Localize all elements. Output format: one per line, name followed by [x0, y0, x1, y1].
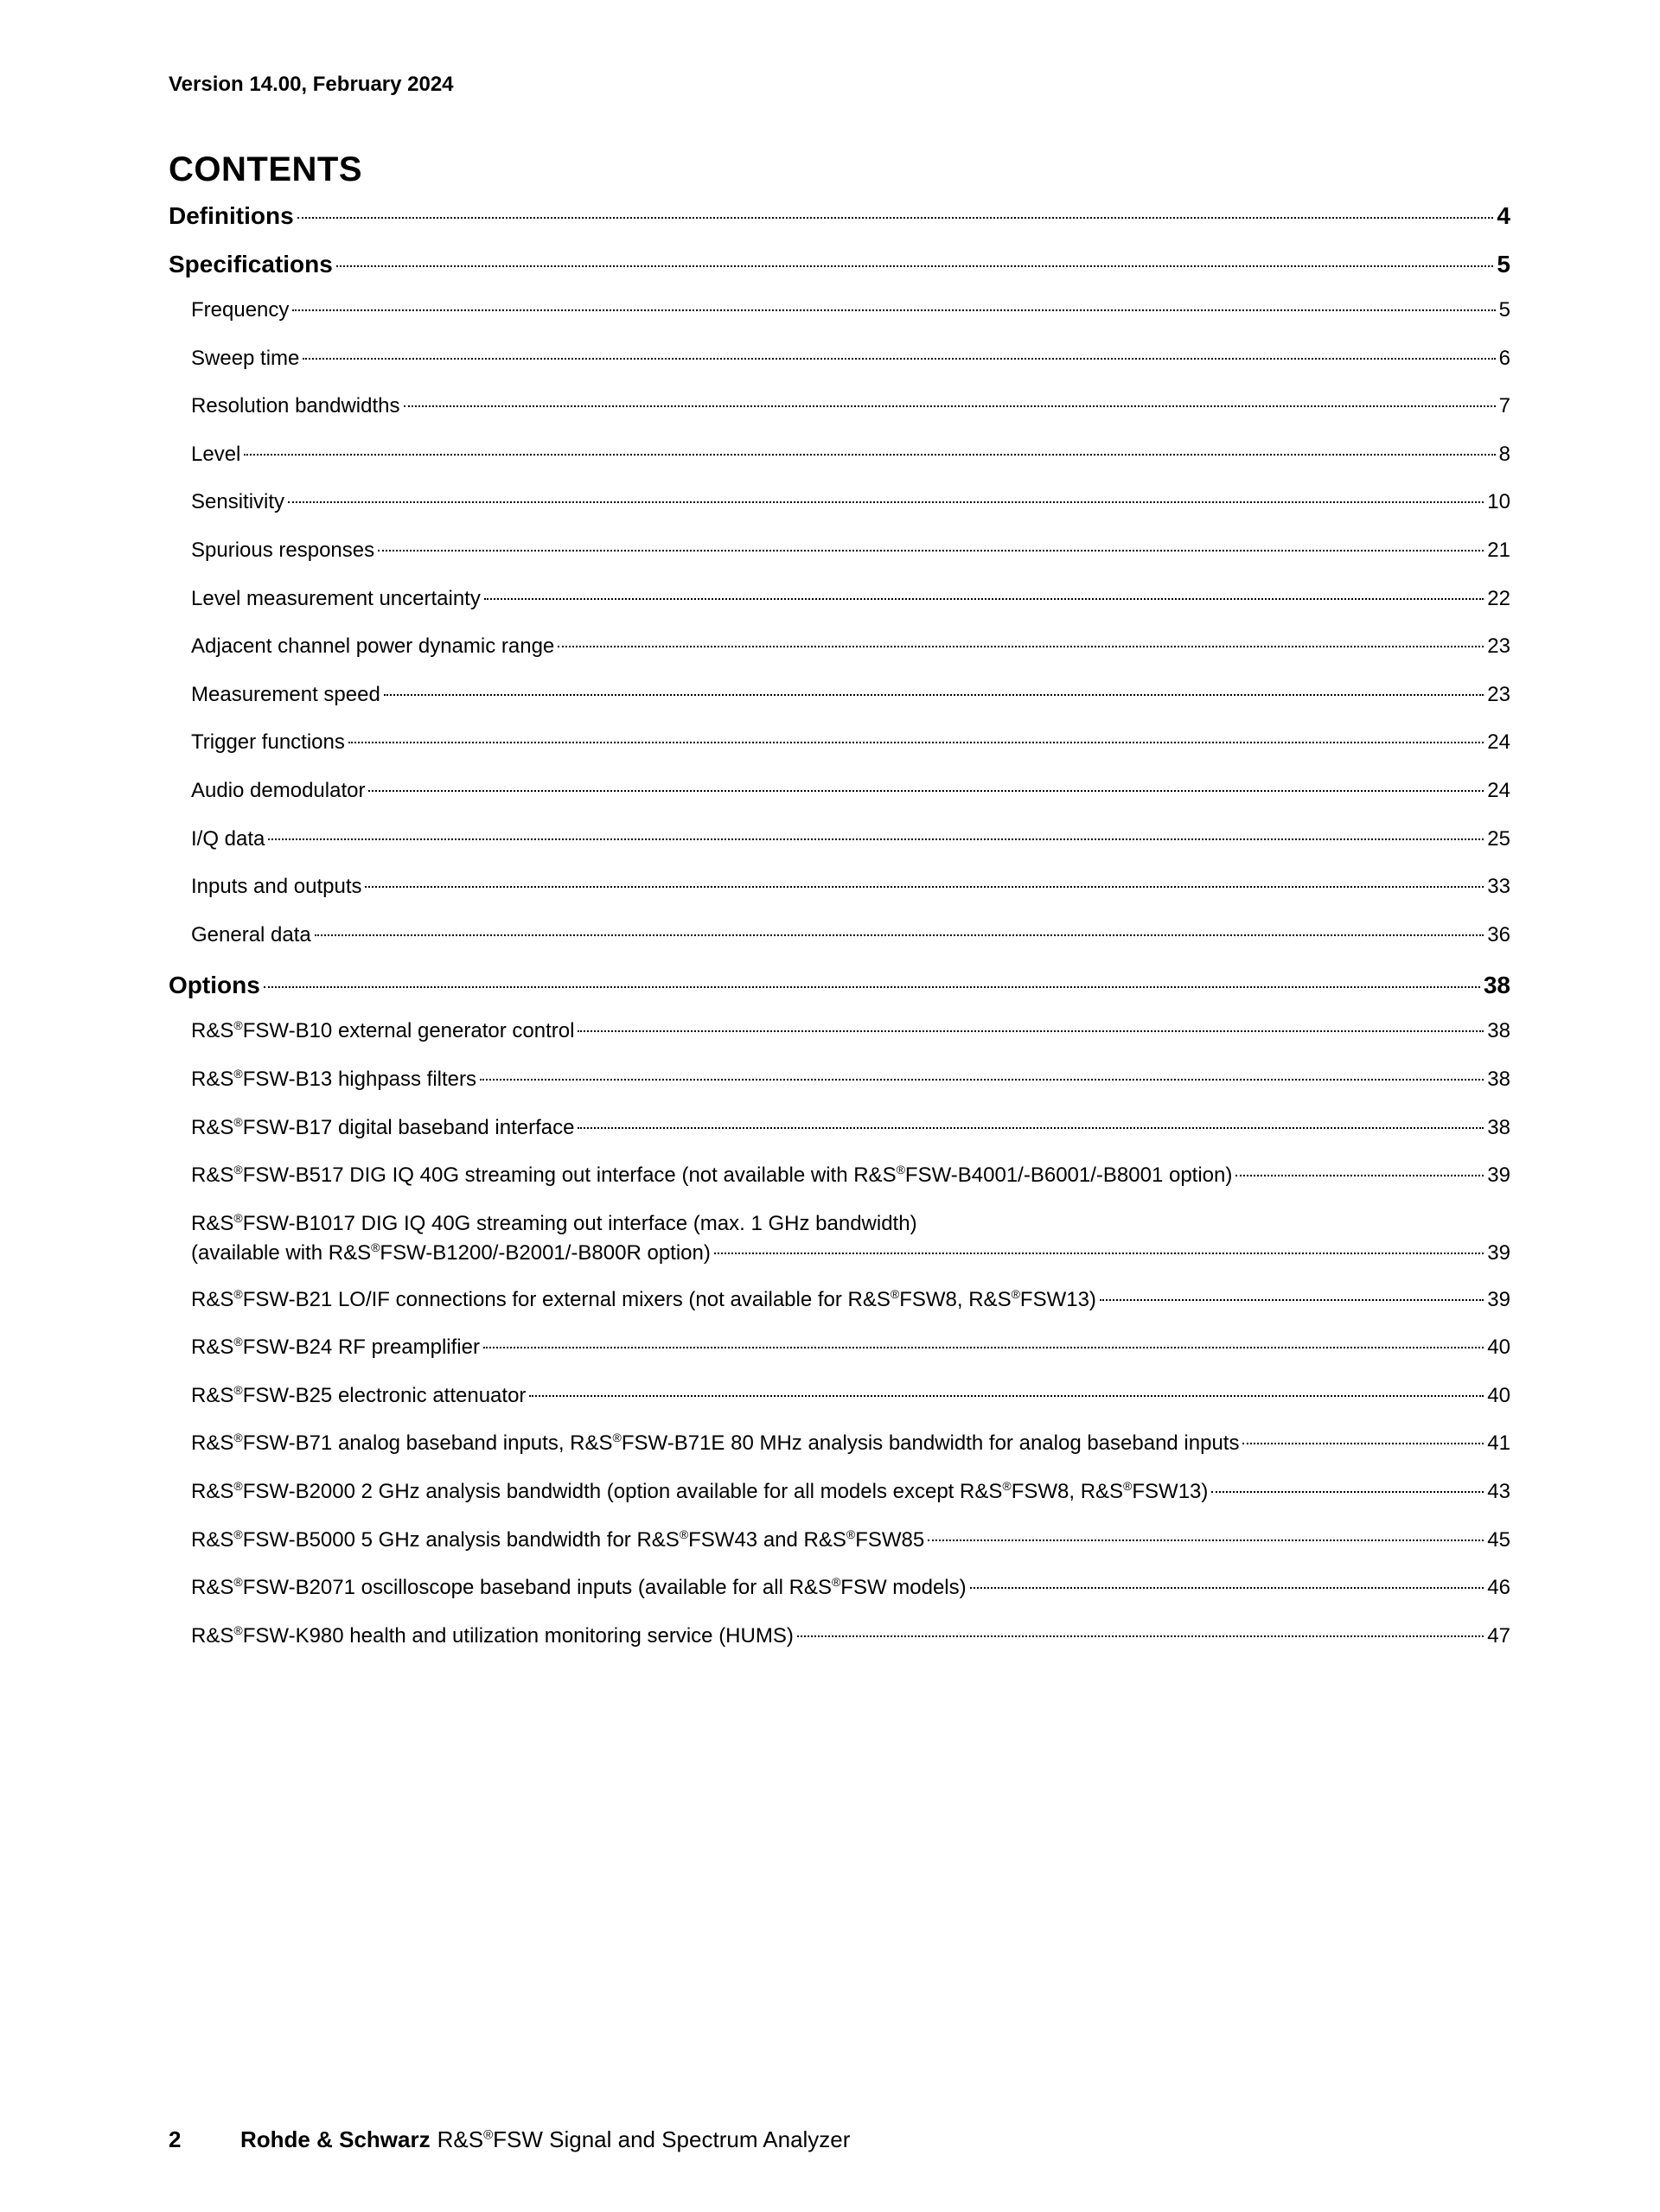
toc-entry-page: 23 — [1487, 682, 1510, 706]
toc-entry-page: 40 — [1487, 1335, 1510, 1360]
toc-entry-page: 5 — [1498, 298, 1510, 322]
dot-leader — [578, 1030, 1484, 1032]
toc-entry-page: 47 — [1487, 1623, 1510, 1648]
dot-leader — [404, 405, 1496, 407]
toc-entry[interactable] — [169, 1065, 1510, 1113]
toc-entry[interactable] — [169, 776, 1510, 825]
toc-entry-title: R&S®FSW-B24 RF preamplifier — [191, 1335, 480, 1360]
toc-entry-title: R&S®FSW-B517 DIG IQ 40G streaming out interface (not available with R&S®FSW-B4001/-B6001/-B8001 option) — [191, 1163, 1233, 1188]
dot-leader — [288, 500, 1484, 503]
toc-entry[interactable] — [169, 584, 1510, 633]
toc-entry-title: Frequency — [191, 298, 290, 322]
toc-entry-title: Adjacent channel power dynamic range — [191, 634, 555, 659]
toc-entry-title: R&S®FSW-B25 electronic attenuator — [191, 1382, 527, 1407]
toc-entry[interactable] — [169, 825, 1510, 873]
dot-leader — [558, 645, 1484, 647]
toc-entry-title: R&S®FSW-B21 LO/IF connections for external mixers (not available for R&S®FSW8, R&S®FSW13) — [191, 1286, 1096, 1311]
toc-entry[interactable] — [169, 1622, 1510, 1670]
toc-entry-title: R&S®FSW-B71 analog baseband inputs, R&S®FSW-B71E 80 MHz analysis bandwidth for analog baseband inputs — [191, 1431, 1240, 1456]
toc-entry-title: R&S®FSW-K980 health and utilization monitoring service (HUMS) — [191, 1622, 794, 1648]
table-of-contents — [169, 199, 1510, 1669]
toc-entry[interactable] — [169, 1113, 1510, 1162]
toc-entry-page: 39 — [1487, 1163, 1510, 1188]
toc-entry[interactable] — [169, 1573, 1510, 1622]
toc-entry-page: 38 — [1483, 972, 1510, 999]
toc-entry-title: Measurement speed — [191, 682, 380, 706]
toc-entry-page: 45 — [1487, 1527, 1510, 1552]
toc-entry[interactable] — [169, 921, 1510, 969]
toc-entry-title: R&S®FSW-B2000 2 GHz analysis bandwidth (option available for all models except R&S®FSW8, R&S®FSW13) — [191, 1479, 1209, 1504]
dot-leader — [483, 1346, 1484, 1348]
dot-leader — [578, 1126, 1484, 1129]
toc-entry-page: 39 — [1487, 1240, 1510, 1265]
toc-entry-title: Sensitivity — [191, 490, 285, 514]
toc-entry[interactable] — [169, 1381, 1510, 1430]
toc-entry[interactable] — [169, 344, 1510, 392]
toc-entry[interactable] — [169, 247, 1510, 296]
toc-entry-title: Inputs and outputs — [191, 875, 362, 899]
toc-entry[interactable] — [169, 968, 1510, 1017]
toc-entry[interactable] — [169, 872, 1510, 921]
dot-leader — [315, 934, 1484, 936]
dot-leader — [529, 1394, 1484, 1397]
toc-entry[interactable] — [169, 536, 1510, 584]
toc-entry[interactable] — [169, 199, 1510, 247]
toc-entry-title: R&S®FSW-B5000 5 GHz analysis bandwidth for R&S®FSW43 and R&S®FSW85 — [191, 1527, 925, 1552]
toc-entry-title: R&S®FSW-B13 highpass filters — [191, 1066, 477, 1091]
toc-entry-page: 38 — [1487, 1115, 1510, 1139]
toc-entry-page: 4 — [1497, 202, 1510, 229]
dot-leader — [797, 1635, 1484, 1637]
dot-leader — [292, 309, 1495, 311]
dot-leader — [484, 597, 1484, 600]
dot-leader — [928, 1539, 1484, 1541]
toc-entry-page: 21 — [1487, 538, 1510, 562]
toc-entry-title: Resolution bandwidths — [191, 394, 400, 418]
toc-entry-page: 24 — [1487, 778, 1510, 802]
version-line: Version 14.00, February 2024 — [169, 73, 454, 96]
footer-brand: Rohde & Schwarz — [240, 2126, 431, 2152]
dot-leader — [714, 1252, 1484, 1254]
dot-leader — [244, 453, 1495, 456]
toc-entry-page: 25 — [1487, 826, 1510, 851]
dot-leader — [264, 985, 1480, 988]
toc-entry[interactable] — [169, 296, 1510, 344]
toc-entry[interactable] — [169, 680, 1510, 729]
toc-entry-page: 24 — [1487, 730, 1510, 755]
toc-entry-page: 23 — [1487, 634, 1510, 659]
toc-entry-title: General data — [191, 922, 311, 947]
dot-leader — [384, 693, 1484, 696]
toc-entry-page: 6 — [1498, 346, 1510, 370]
toc-entry[interactable] — [169, 632, 1510, 680]
dot-leader — [970, 1586, 1484, 1589]
toc-entry[interactable] — [169, 1017, 1510, 1065]
toc-entry[interactable] — [169, 1526, 1510, 1574]
toc-entry-title: Trigger functions — [191, 730, 345, 755]
dot-leader — [268, 838, 1484, 840]
toc-entry-title-line2: (available with R&S®FSW-B1200/-B2001/-B800R option) — [191, 1240, 711, 1265]
dot-leader — [297, 216, 1494, 219]
toc-entry[interactable] — [169, 1209, 1510, 1285]
toc-entry-title: Spurious responses — [191, 538, 375, 562]
toc-entry-title: Options — [169, 972, 260, 999]
dot-leader — [1211, 1490, 1484, 1493]
toc-entry-page: 7 — [1498, 394, 1510, 418]
toc-entry[interactable] — [169, 1285, 1510, 1334]
toc-entry-title: Specifications — [169, 251, 333, 277]
toc-entry[interactable] — [169, 1161, 1510, 1209]
toc-entry-title: Audio demodulator — [191, 778, 366, 802]
toc-entry[interactable] — [169, 440, 1510, 488]
toc-entry-page: 38 — [1487, 1067, 1510, 1091]
dot-leader — [1242, 1442, 1484, 1444]
toc-entry-title: R&S®FSW-B2071 oscilloscope baseband inputs (available for all R&S®FSW models) — [191, 1575, 967, 1600]
toc-entry[interactable] — [169, 1333, 1510, 1381]
dot-leader — [1235, 1174, 1484, 1176]
toc-entry-page: 40 — [1487, 1383, 1510, 1407]
page-footer — [169, 2126, 850, 2153]
toc-entry[interactable] — [169, 1429, 1510, 1477]
dot-leader — [368, 789, 1484, 792]
toc-entry-title: Definitions — [169, 202, 294, 229]
toc-entry[interactable] — [169, 1477, 1510, 1526]
dot-leader — [480, 1078, 1484, 1081]
toc-entry-title: I/Q data — [191, 826, 265, 851]
toc-entry-title: R&S®FSW-B17 digital baseband interface — [191, 1114, 575, 1139]
toc-entry[interactable] — [169, 728, 1510, 776]
dot-leader — [348, 741, 1484, 743]
toc-entry-title: R&S®FSW-B10 external generator control — [191, 1018, 575, 1043]
toc-entry-page: 33 — [1487, 875, 1510, 899]
dot-leader — [303, 357, 1495, 360]
dot-leader — [365, 885, 1484, 888]
toc-entry-title: Sweep time — [191, 346, 300, 370]
toc-entry-page: 43 — [1487, 1480, 1510, 1504]
toc-entry[interactable] — [169, 392, 1510, 440]
dot-leader — [1100, 1298, 1484, 1301]
toc-entry-page: 39 — [1487, 1287, 1510, 1311]
toc-entry-page: 41 — [1487, 1431, 1510, 1456]
dot-leader — [378, 549, 1484, 551]
footer-product: R&S®FSW Signal and Spectrum Analyzer — [437, 2126, 851, 2152]
toc-entry-page: 36 — [1487, 922, 1510, 947]
toc-entry[interactable] — [169, 488, 1510, 536]
dot-leader — [336, 265, 1494, 267]
toc-entry-title: Level — [191, 442, 241, 466]
toc-entry-page: 5 — [1497, 251, 1510, 277]
toc-entry-page: 22 — [1487, 586, 1510, 610]
toc-entry-page: 10 — [1487, 490, 1510, 514]
toc-entry-page: 8 — [1498, 442, 1510, 466]
toc-entry-title: Level measurement uncertainty — [191, 586, 481, 610]
footer-page-number: 2 — [169, 2126, 182, 2152]
toc-entry-title: R&S®FSW-B1017 DIG IQ 40G streaming out interface (max. 1 GHz bandwidth) — [191, 1210, 917, 1235]
contents-title: CONTENTS — [169, 150, 362, 188]
toc-entry-page: 38 — [1487, 1019, 1510, 1043]
toc-entry-page: 46 — [1487, 1576, 1510, 1600]
